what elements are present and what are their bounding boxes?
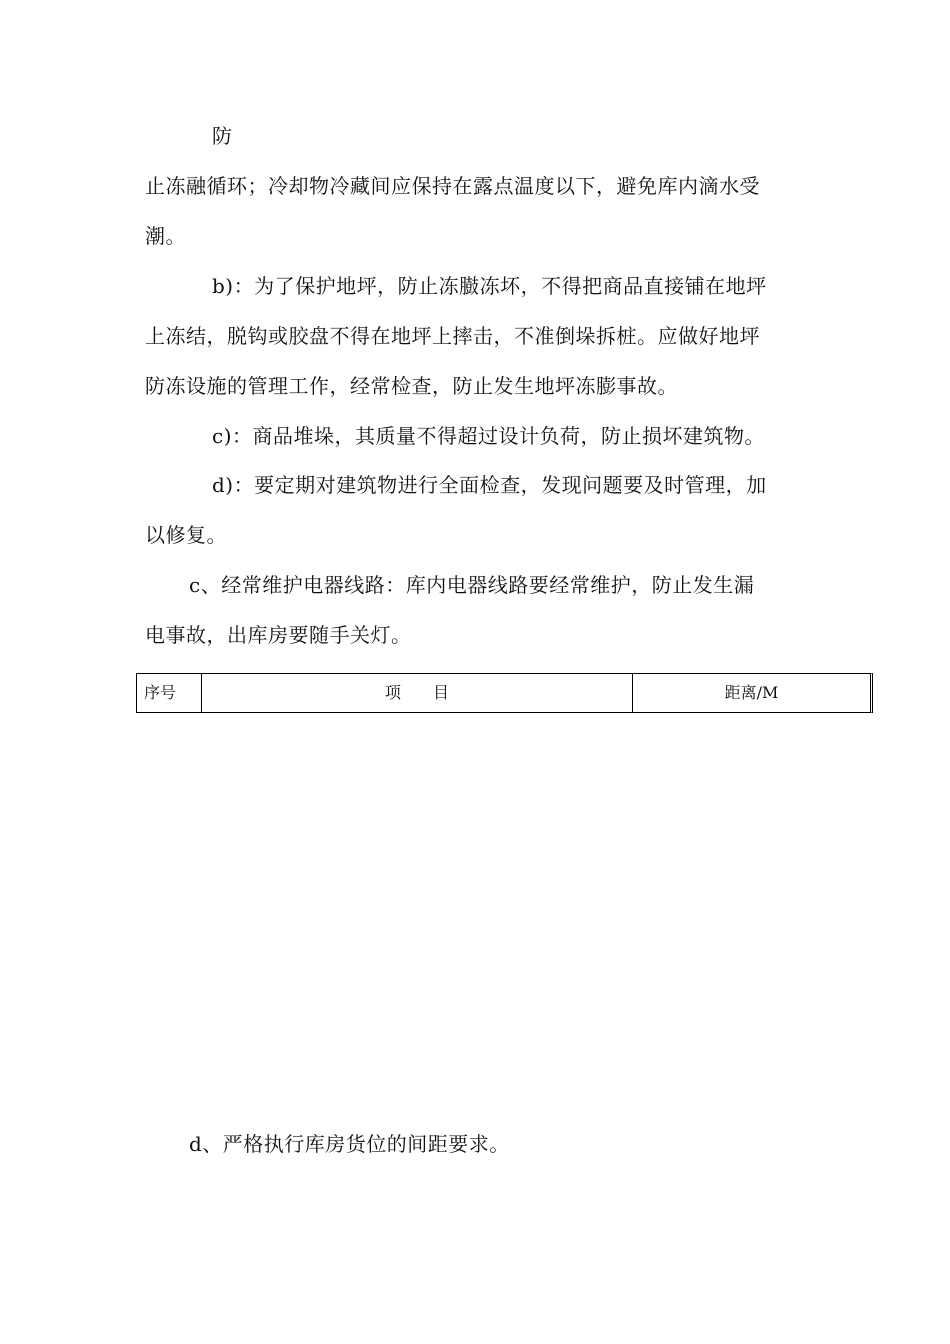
paragraph-line: c、经常维护电器线路：库内电器线路要经常维护，防止发生漏 — [189, 573, 755, 597]
paragraph-line: 上冻结，脱钩或胶盘不得在地坪上摔击，不准倒垛拆桩。应做好地坪 — [145, 324, 760, 348]
paragraph-line: c)：商品堆垛，其质量不得超过设计负荷，防止损坏建筑物。 — [212, 424, 766, 448]
table-header-cell-item: 项 目 — [202, 674, 633, 712]
paragraph-line: 电事故，出库房要随手关灯。 — [145, 623, 412, 647]
paragraph-line: b)：为了保护地坪，防止冻臌冻坏，不得把商品直接铺在地坪 — [212, 274, 767, 298]
paragraph-line: d)：要定期对建筑物进行全面检查，发现问题要及时管理，加 — [212, 473, 767, 497]
table-header-cell-index: 序号 — [137, 674, 202, 712]
distance-table-header — [136, 673, 873, 713]
paragraph-line: 以修复。 — [145, 523, 227, 547]
paragraph-line: 防冻设施的管理工作，经常检查，防止发生地坪冻膨事故。 — [145, 374, 678, 398]
paragraph-line: 止冻融循环；冷却物冷藏间应保持在露点温度以下，避免库内滴水受 — [145, 174, 760, 198]
paragraph-line: 防 — [212, 124, 233, 148]
paragraph-line: 潮。 — [145, 224, 186, 248]
table-header-cell-distance: 距离/M — [724, 683, 779, 702]
paragraph-line: d、严格执行库房货位的间距要求。 — [189, 1132, 510, 1156]
